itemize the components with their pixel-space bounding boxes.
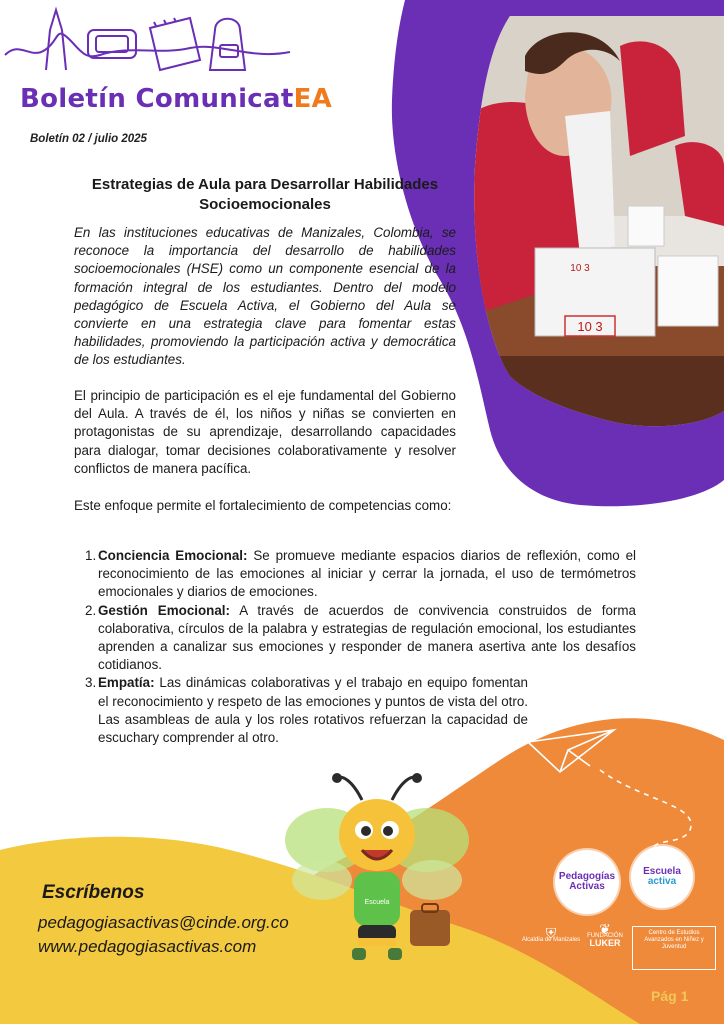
fundacion-luker-logo — [585, 921, 625, 948]
box-label-2: 10 3 — [570, 263, 590, 274]
list-text: A través de acuerdos de convivencia construidos de forma colaborativa, círculos de la palabra y estrategias de regulación emocional, los estudiantes aprenden a canalizar sus emociones y responder de manera asertiva ante los desafíos cotidianos. — [98, 602, 636, 673]
competencies-list — [86, 547, 636, 747]
escuela-activa-logo — [631, 846, 693, 908]
bee-mascot — [282, 770, 472, 980]
pedagogias-logo-line1: Pedagogías — [558, 871, 616, 882]
fundacion-logo-line1: FUNDACIÓN — [587, 933, 623, 939]
list-text: Las dinámicas colaborativas y el trabajo en equipo fomentan el reconocimiento y respeto de las emociones y puntos de vista del otro. Las asambleas de aula y los roles rotativos refuerzan la capacidad de escuchary comprender al otro. — [98, 675, 528, 746]
fundacion-logo-line2: LUKER — [589, 938, 621, 948]
bulletin-title — [20, 84, 332, 114]
tree-icon: ❦ — [599, 921, 611, 937]
list-number: 3. — [85, 675, 97, 691]
issue-label: Boletín 02 / julio 2025 — [30, 133, 147, 145]
contact-heading: Escríbenos — [42, 882, 145, 903]
contact-website[interactable]: www.pedagogiasactivas.com — [38, 937, 257, 956]
page-number: Pág 1 — [651, 988, 689, 1004]
paragraph-intro: En las instituciones educativas de Manizales, Colombia, se reconoce la importancia del desarrollo de habilidades socioemocionales (HSE) como un componente esencial de la formación integral de los estudiantes. Dentro del modelo pedagógico de Escuela Activa, el Gobierno del Aula se convierte en una estrategia clave para fomentar estas habilidades, promoviendo la participación activa y democrática de los estudiantes. — [74, 225, 456, 368]
cinde-logo-text: Centro de Estudios Avanzados en Niñez y Juventud — [644, 930, 704, 950]
pedagogias-logo-line2: Activas — [569, 881, 605, 892]
list-item — [86, 602, 636, 675]
title-main-text: Boletín Comunicat — [20, 84, 294, 114]
classroom-photo — [470, 16, 724, 436]
box-label-1: 10 3 — [577, 319, 603, 334]
paragraph-participation: El principio de participación es el eje fundamental del Gobierno del Aula. A través de él, los niños y niñas se convierten en protagonistas de su aprendizaje, desarrollando capacidades para dialogar, tomar decisiones colaborativamente y resolver conflictos de manera pacífica. — [74, 388, 456, 476]
cinde-logo — [632, 926, 716, 970]
alcaldia-logo — [520, 925, 582, 944]
school-doodles-icon — [5, 10, 290, 70]
escuela-logo-line1: Escuela — [643, 866, 681, 877]
escuela-logo-line2: activa — [647, 876, 677, 887]
alcaldia-logo-text: Alcaldía de Manizales — [521, 937, 581, 943]
shield-icon: ⛨ — [545, 925, 557, 941]
list-term: Gestión Emocional: — [98, 602, 230, 618]
paragraph-competencies: Este enfoque permite el fortalecimiento de competencias como: — [74, 498, 452, 513]
list-number: 1. — [85, 548, 97, 563]
list-term: Conciencia Emocional: — [98, 548, 248, 563]
list-item — [86, 674, 528, 747]
list-text: Se promueve mediante espacios diarios de reflexión, como el reconocimiento de las emociones al iniciar y cerrar la jornada, el uso de termómetros emocionales y diarios de emociones. — [98, 548, 636, 600]
title-accent-text: EA — [293, 84, 333, 114]
contact-email[interactable]: pedagogiasactivas@cinde.org.co — [38, 913, 289, 932]
list-item — [86, 547, 636, 602]
list-term: Empatía: — [98, 675, 155, 691]
list-number: 2. — [85, 602, 97, 618]
pedagogias-activas-logo — [555, 850, 619, 914]
mascot-shirt-text: Escuela — [364, 899, 390, 906]
article-title: Estrategias de Aula para Desarrollar Habilidades Socioemocionales — [91, 176, 439, 213]
